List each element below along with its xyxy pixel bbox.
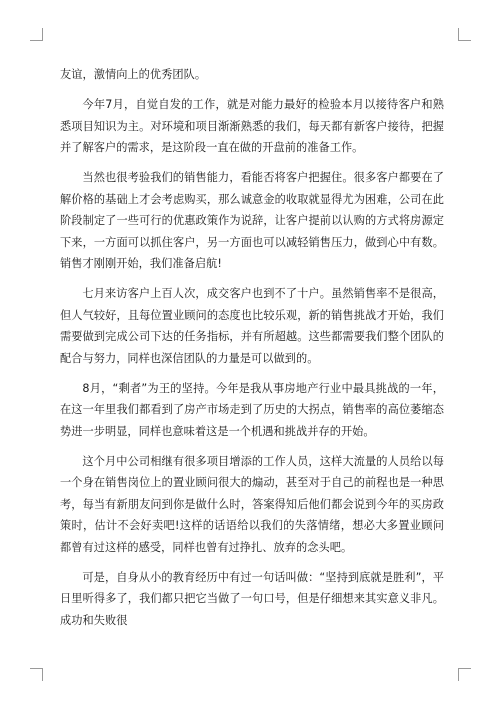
paragraph-new-staff: 这个月中公司相继有很多项目增添的工作人员，这样大流量的人员给以每一个身在销售岗位上的置业顾问很大的煽动，甚至对于自己的前程也是一种思考，每当有新朋友问到你是做什么时，答案得知后他们都会说到今年的买房政策时，估计不会好卖吧!这样的话语给以我们的失落情绪，想必大多置业顾问都曾有过这样的感受，同样也曾有过挣扎、放弃的念头吧。 xyxy=(60,454,444,554)
paragraph-july-visitors: 七月来访客户上百人次，成交客户也到不了十户。虽然销售率不是很高，但人气较好，且每位置业顾问的态度也比较乐观，新的销售挑战才开始，我们需要做到完成公司下达的任务指标，并有所超越。这些都需要我们整个团队的配合与努力，同样也深信团队的力量是可以做到的。 xyxy=(60,287,444,365)
crop-mark-bottom-right xyxy=(458,668,471,681)
paragraph-august-persistence: 8月，“剩者”为王的坚持。今年是我从事房地产行业中最具挑战的一年，在这一年里我们都看到了房产市场走到了历史的大拐点，销售率的高位萎缩态势进一步明显，同样也意味着这是一个机遇和挑战并存的开始。 xyxy=(60,381,444,438)
document-body xyxy=(60,64,444,640)
paragraph-education-saying: 可是，自身从小的教育经历中有过一句话叫做：“坚持到底就是胜利”，平日里听得多了，我们都只把它当做了一句口号，但是仔细想来其实意义非凡。成功和失败很 xyxy=(60,570,444,627)
paragraph-sales-ability: 当然也很考验我们的销售能力，看能否将客户把握住。很多客户都要在了解价格的基础上才会考虑购买，那么诚意金的收取就显得尤为困难，公司在此阶段制定了一些可行的优惠政策作为说辞，让客户提前以认购的方式将房源定下来，一方面可以抓住客户，另一方面也可以减轻销售压力，做到心中有数。销售才刚刚开始，我们准备启航! xyxy=(60,171,444,270)
paragraph-july-work: 今年7月，自觉自发的工作，就是对能力最好的检验本月以接待客户和熟悉项目知识为主。对环境和项目渐渐熟悉的我们，每天都有新客户接待，把握并了解客户的需求，是这阶段一直在做的开盘前的准备工作。 xyxy=(60,98,444,154)
crop-mark-bottom-left xyxy=(30,668,43,681)
crop-mark-top-left xyxy=(30,28,43,41)
crop-mark-top-right xyxy=(458,28,471,41)
paragraph-continuation: 友谊，激情向上的优秀团队。 xyxy=(60,68,207,81)
